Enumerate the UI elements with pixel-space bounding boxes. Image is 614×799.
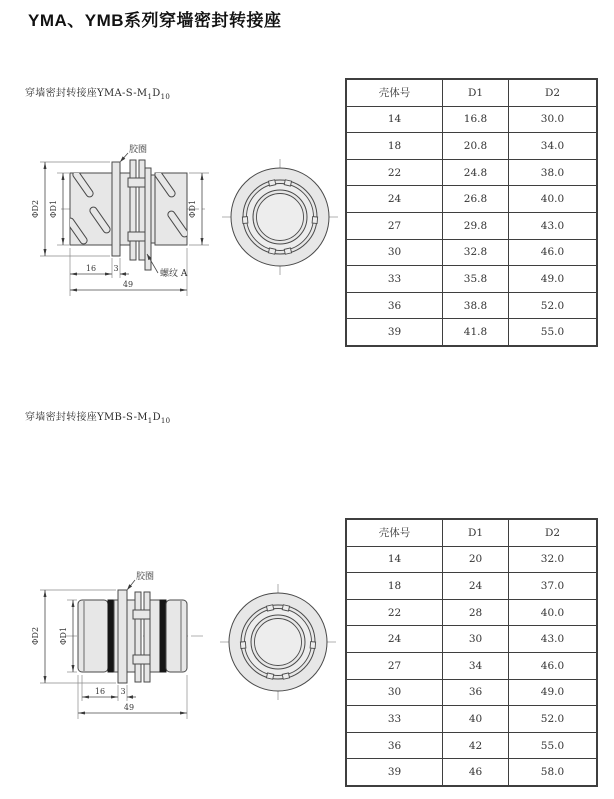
- table-cell: 27: [346, 652, 443, 679]
- table-row: [346, 573, 597, 600]
- table-row: [346, 133, 597, 160]
- table-row: [346, 212, 597, 239]
- table-cell: 28: [443, 599, 509, 626]
- table-row: [346, 292, 597, 319]
- table-cell: 36: [346, 292, 443, 319]
- table-cell: 40: [443, 706, 509, 733]
- series-label-yma-d: D: [152, 88, 161, 99]
- table-cell: 24: [443, 573, 509, 600]
- ymb-callouts: [127, 570, 154, 590]
- gasket-stack: [130, 160, 136, 260]
- dim-49: 49: [122, 280, 134, 289]
- table-cell: 26.8: [443, 186, 509, 213]
- dim-3: 3: [120, 687, 126, 696]
- table-row: [346, 186, 597, 213]
- ymb-end-view: [220, 584, 336, 700]
- series-label-ymb-d: D: [152, 412, 161, 423]
- table-row: [346, 239, 597, 266]
- table-row: [346, 652, 597, 679]
- table-cell: 49.0: [509, 266, 598, 293]
- table-cell: 34: [443, 652, 509, 679]
- table-cell: 35.8: [443, 266, 509, 293]
- table-cell: 27: [346, 212, 443, 239]
- series-label-ymb-sub1: 1: [147, 417, 153, 425]
- table-cell: 58.0: [509, 759, 598, 786]
- col-header-shell-no: 壳体号: [346, 519, 443, 546]
- col-header-shell-no: 壳体号: [346, 79, 443, 106]
- table-cell: 32.0: [509, 546, 598, 573]
- ymb-side-view: [78, 590, 187, 683]
- table-cell: 38.8: [443, 292, 509, 319]
- gasket-stack: [135, 592, 141, 682]
- gasket-callout: 胶圈: [136, 572, 155, 582]
- table-cell: 33: [346, 266, 443, 293]
- table-row: [346, 706, 597, 733]
- table-cell: 20.8: [443, 133, 509, 160]
- table-cell: 24.8: [443, 159, 509, 186]
- table-cell: 30.0: [509, 106, 598, 133]
- ymb-table-header: [346, 519, 597, 546]
- table-cell: 52.0: [509, 706, 598, 733]
- table-cell: 55.0: [509, 319, 598, 346]
- ymb-spec-table: [345, 518, 598, 787]
- table-cell: 37.0: [509, 573, 598, 600]
- dim-phi-d2: ΦD2: [31, 626, 40, 646]
- col-header-d1: D1: [443, 79, 509, 106]
- table-cell: 55.0: [509, 732, 598, 759]
- table-row: [346, 546, 597, 573]
- dim-49: 49: [123, 703, 135, 712]
- series-label-ymb-sub2: 10: [160, 417, 171, 425]
- series-label-yma: [25, 84, 170, 101]
- col-header-d2: D2: [509, 79, 598, 106]
- table-cell: 40.0: [509, 186, 598, 213]
- table-cell: 30: [443, 626, 509, 653]
- table-cell: 24: [346, 186, 443, 213]
- table-cell: 22: [346, 159, 443, 186]
- table-cell: 46.0: [509, 239, 598, 266]
- table-cell: 40.0: [509, 599, 598, 626]
- table-cell: 39: [346, 319, 443, 346]
- table-cell: 33: [346, 706, 443, 733]
- table-cell: 29.8: [443, 212, 509, 239]
- table-cell: 18: [346, 133, 443, 160]
- table-row: [346, 626, 597, 653]
- yma-end-view: [222, 159, 338, 275]
- yma-table-body: [346, 106, 597, 346]
- table-cell: 32.8: [443, 239, 509, 266]
- table-cell: 41.8: [443, 319, 509, 346]
- table-cell: 18: [346, 573, 443, 600]
- table-cell: 24: [346, 626, 443, 653]
- table-row: [346, 759, 597, 786]
- table-cell: 43.0: [509, 626, 598, 653]
- dim-phi-d1: ΦD1: [59, 626, 68, 646]
- dim-phi-d2: ΦD2: [31, 199, 40, 219]
- yma-table-header: [346, 79, 597, 106]
- wall-flange: [112, 162, 120, 256]
- table-cell: 46: [443, 759, 509, 786]
- table-cell: 46.0: [509, 652, 598, 679]
- table-cell: 52.0: [509, 292, 598, 319]
- table-row: [346, 599, 597, 626]
- table-cell: 34.0: [509, 133, 598, 160]
- table-row: [346, 732, 597, 759]
- table-cell: 38.0: [509, 159, 598, 186]
- col-header-d2: D2: [509, 519, 598, 546]
- ymb-table-body: [346, 546, 597, 786]
- yma-technical-drawing: [25, 128, 345, 312]
- table-cell: 49.0: [509, 679, 598, 706]
- o-ring-right: [160, 600, 166, 672]
- dim-phi-d1-right: ΦD1: [188, 199, 197, 219]
- yma-side-view: [66, 160, 190, 270]
- gasket-callout: 胶圈: [129, 145, 148, 155]
- table-cell: 14: [346, 546, 443, 573]
- page-title: YMA、YMB系列穿墙密封转接座: [28, 11, 282, 30]
- table-cell: 30: [346, 679, 443, 706]
- table-row: [346, 319, 597, 346]
- dim-16: 16: [94, 687, 106, 696]
- dim-3: 3: [113, 264, 119, 273]
- col-header-d1: D1: [443, 519, 509, 546]
- table-cell: 20: [443, 546, 509, 573]
- table-cell: 36: [443, 679, 509, 706]
- series-label-ymb: [25, 408, 170, 425]
- ymb-technical-drawing: [25, 555, 345, 739]
- table-row: [346, 159, 597, 186]
- table-cell: 36: [346, 732, 443, 759]
- table-cell: 22: [346, 599, 443, 626]
- series-label-ymb-text: 穿墙密封转接座YMB-S-M: [25, 412, 148, 423]
- series-label-yma-sub1: 1: [147, 93, 153, 101]
- table-row: [346, 679, 597, 706]
- table-cell: 14: [346, 106, 443, 133]
- yma-spec-table: [345, 78, 598, 347]
- wall-flange: [118, 590, 127, 683]
- table-row: [346, 106, 597, 133]
- table-cell: 30: [346, 239, 443, 266]
- table-cell: 39: [346, 759, 443, 786]
- series-label-yma-sub2: 10: [160, 93, 171, 101]
- dim-16: 16: [85, 264, 97, 273]
- o-ring-left: [108, 600, 114, 672]
- table-row: [346, 266, 597, 293]
- table-cell: 16.8: [443, 106, 509, 133]
- thread-callout: 螺纹 A: [160, 269, 188, 279]
- series-label-yma-text: 穿墙密封转接座YMA-S-M: [25, 88, 148, 99]
- table-cell: 42: [443, 732, 509, 759]
- dim-phi-d1: ΦD1: [49, 199, 58, 219]
- table-cell: 43.0: [509, 212, 598, 239]
